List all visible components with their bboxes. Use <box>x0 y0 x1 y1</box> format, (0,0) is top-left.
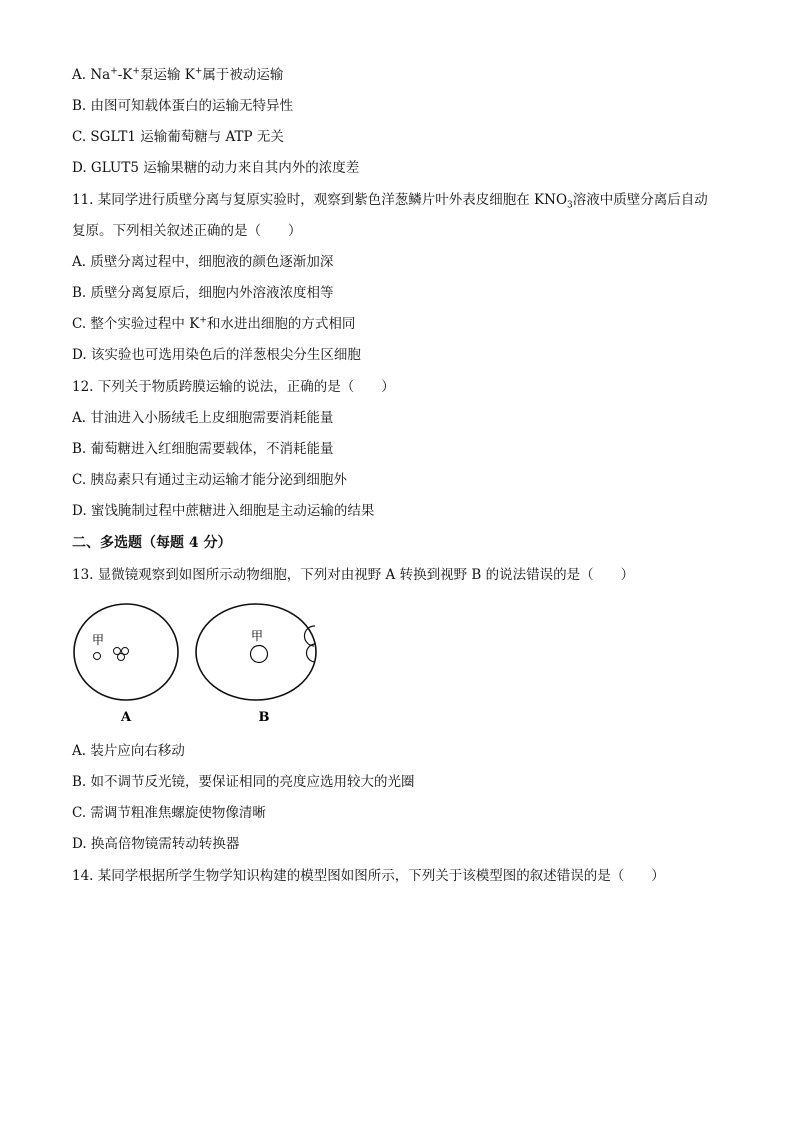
section-title-multiple-choice: 二、多选题（每题 4 分） <box>72 535 232 551</box>
q13-option-d: D. 换高倍物镜需转动转换器 <box>72 836 240 852</box>
q12-stem: 12. 下列关于物质跨膜运输的说法，正确的是（ ） <box>72 379 395 395</box>
q10-option-d: D. GLUT5 运输果糖的动力来自其内外的浓度差 <box>72 160 360 176</box>
microscope-field-diagram <box>68 600 328 730</box>
q11-option-c-text: C. 整个实验过程中 K <box>72 316 200 332</box>
field-b-cell-label: 甲 <box>251 629 264 643</box>
q11-option-b: B. 质壁分离复原后，细胞内外溶液浓度相等 <box>72 285 334 301</box>
q10-option-a-text: 泵运输 K <box>139 67 195 83</box>
q13-stem: 13. 显微镜观察到如图所示动物细胞，下列对由视野 A 转换到视野 B 的说法错误的是（ ） <box>72 567 635 583</box>
q12-option-a: A. 甘油进入小肠绒毛上皮细胞需要消耗能量 <box>72 410 334 426</box>
q10-option-a <box>72 66 283 84</box>
q11-stem-line2: 复原。下列相关叙述正确的是（ ） <box>72 223 302 239</box>
field-b-cell-jia <box>251 646 268 663</box>
subscript: 3 <box>567 200 573 211</box>
q11-option-c <box>72 315 355 333</box>
field-b-label: B <box>258 710 270 725</box>
q14-stem: 14. 某同学根据所学生物学知识构建的模型图如图所示，下列关于该模型图的叙述错误的是（ ） <box>72 868 665 884</box>
superscript: + <box>132 66 140 77</box>
q13-option-a: A. 装片应向右移动 <box>72 743 185 759</box>
q10-option-a-text: -K <box>117 67 133 83</box>
field-a-cell-jia <box>94 653 101 660</box>
superscript: + <box>199 315 207 326</box>
q11-stem <box>72 191 708 209</box>
q10-option-c: C. SGLT1 运输葡萄糖与 ATP 无关 <box>72 129 284 145</box>
q11-stem-text: 11. 某同学进行质壁分离与复原实验时，观察到紫色洋葱鳞片叶外表皮细胞在 KNO <box>72 192 568 208</box>
q13-option-b: B. 如不调节反光镜，要保证相同的亮度应选用较大的光圈 <box>72 774 415 790</box>
q12-option-d: D. 蜜饯腌制过程中蔗糖进入细胞是主动运输的结果 <box>72 503 375 519</box>
q11-option-c-text: 和水进出细胞的方式相同 <box>206 316 356 332</box>
superscript: + <box>110 66 118 77</box>
q11-stem-text: 溶液中质壁分离后自动 <box>572 192 708 208</box>
q10-option-b: B. 由图可知载体蛋白的运输无特异性 <box>72 98 294 114</box>
field-b-circle <box>196 604 316 700</box>
superscript: + <box>194 66 203 77</box>
q13-option-c: C. 需调节粗准焦螺旋使物像清晰 <box>72 805 266 821</box>
field-a-circle <box>74 604 178 700</box>
q11-option-a: A. 质壁分离过程中，细胞液的颜色逐渐加深 <box>72 254 334 270</box>
q10-option-a-text: 属于被动运输 <box>202 67 284 83</box>
q12-option-b: B. 葡萄糖进入红细胞需要载体，不消耗能量 <box>72 441 334 457</box>
q11-option-d: D. 该实验也可选用染色后的洋葱根尖分生区细胞 <box>72 347 361 363</box>
field-a-label: A <box>120 710 132 725</box>
field-a-cell-label: 甲 <box>92 633 105 647</box>
q10-option-a-text: A. Na <box>72 67 111 83</box>
field-a-cell <box>118 654 125 661</box>
q12-option-c: C. 胰岛素只有通过主动运输才能分泌到细胞外 <box>72 472 347 488</box>
